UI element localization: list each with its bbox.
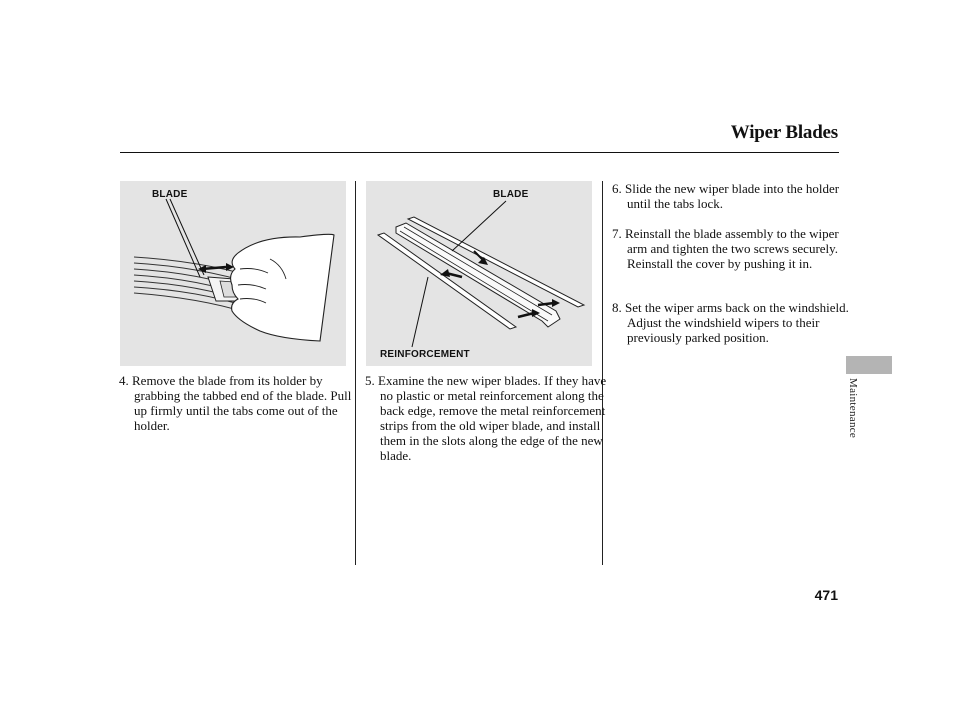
step-6-text: 6. Slide the new wiper blade into the holder until the tabs lock.: [612, 181, 840, 211]
step-5-text: 5. Examine the new wiper blades. If they have no plastic or metal reinforcement along the back edge, remove the metal reinforcement strips from the old wiper blade, and install them in the slots along the edge of the new blade.: [365, 373, 607, 463]
page-number: 471: [814, 587, 838, 603]
figure-label-blade: BLADE: [152, 189, 188, 200]
title-rule: [120, 152, 839, 153]
step-4-text: 4. Remove the blade from its holder by grabbing the tabbed end of the blade. Pull up firmly until the tabs come out of the holder.: [119, 373, 352, 433]
figure-label-reinforcement: REINFORCEMENT: [380, 349, 470, 360]
section-tab: [846, 356, 892, 374]
figure-label-blade: BLADE: [493, 189, 529, 200]
step-8-text: 8. Set the wiper arms back on the windshield. Adjust the windshield wipers to their previously parked position.: [612, 300, 849, 345]
figure-blade-reinforcement: [366, 181, 592, 366]
hand-pulling-blade-illustration: [120, 181, 346, 366]
blade-reinforcement-illustration: [366, 181, 592, 366]
figure-blade-removal: [120, 181, 346, 366]
section-tab-label: Maintenance: [847, 378, 859, 439]
page-title: Wiper Blades: [730, 122, 838, 143]
step-7-text: 7. Reinstall the blade assembly to the wiper arm and tighten the two screws securely. Reinstall the cover by pushing it in.: [612, 226, 839, 271]
